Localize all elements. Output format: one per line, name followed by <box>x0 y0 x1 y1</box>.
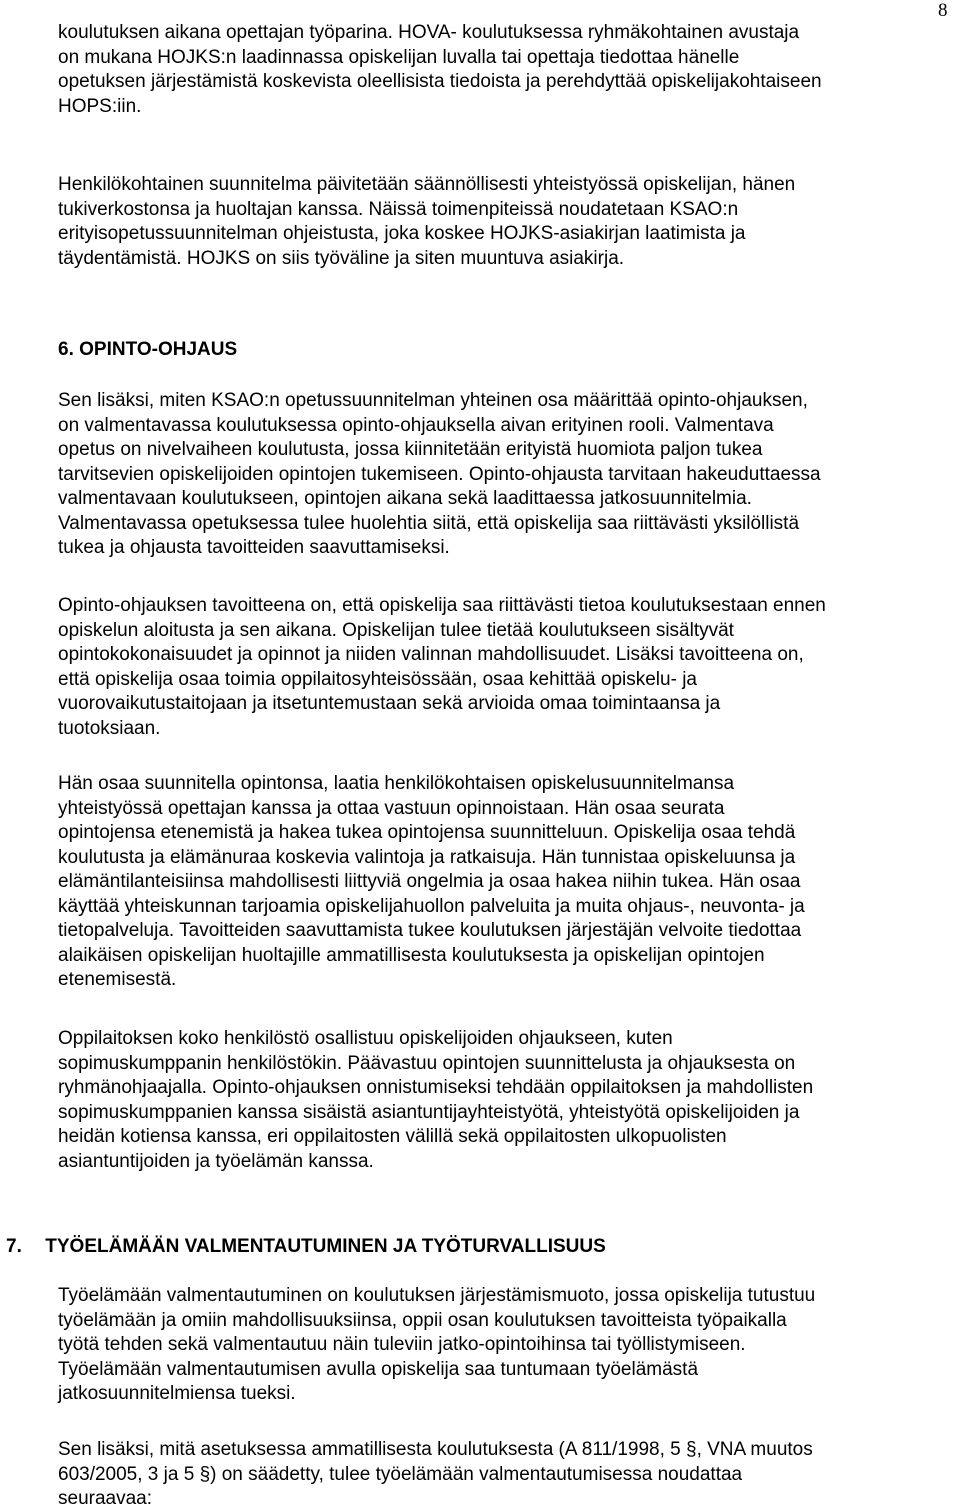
page-number: 8 <box>938 0 948 21</box>
text-line: alaikäisen opiskelijan huoltajille ammatillisesta koulutuksesta ja opiskelijan opintojen <box>58 944 765 966</box>
section-heading <box>58 338 237 362</box>
text-line: täydentämistä. HOJKS on siis työväline ja siten muuntuva asiakirja. <box>58 247 625 269</box>
paragraph <box>58 173 795 271</box>
section-title: OPINTO-OHJAUS <box>79 339 238 360</box>
text-line: elämäntilanteisiinsa mahdollisesti liittyviä ongelmia ja osaa hakea niihin tukea. Hän osaa <box>58 871 801 892</box>
text-line: käyttää yhteiskunnan tarjoamia opiskelijahuollon palveluita ja muita ohjaus-, neuvonta- ja <box>58 895 805 917</box>
text-line: sopimuskumppanien kanssa sisäistä asiantuntijayhteistyötä, yhteistyötä opiskelijoiden ja <box>58 1101 800 1123</box>
text-line: on mukana HOJKS:n laadinnassa opiskelijan luvalla tai opettaja tiedottaa hänelle <box>58 46 740 68</box>
text-line: 603/2005, 3 ja 5 §) on säädetty, tulee työelämään valmentautumisessa noudattaa <box>58 1463 743 1485</box>
paragraph <box>58 1438 813 1512</box>
text-line: Opinto-ohjauksen tavoitteena on, että opiskelija saa riittävästi tietoa koulutuksestaan ennen <box>58 595 826 616</box>
text-line: tarvitsevien opiskelijoiden opintojen tukemiseen. Opinto-ohjausta tarvitaan hakeuduttaessa <box>58 463 821 485</box>
text-line: HOPS:iin. <box>58 95 142 117</box>
section-number: 6. <box>58 339 74 360</box>
text-line: Sen lisäksi, miten KSAO:n opetussuunnitelman yhteinen osa määrittää opinto-ohjauksen, <box>58 390 808 411</box>
paragraph <box>58 389 821 561</box>
text-line: sopimuskumppanin henkilöstökin. Päävastuu opintojen suunnittelusta ja ohjauksesta on <box>58 1052 796 1074</box>
text-line: Hän osaa suunnitella opintonsa, laatia henkilökohtaisen opiskelusuunnitelmansa <box>58 773 735 794</box>
paragraph <box>58 21 822 119</box>
text-line: opiskelun aloitusta ja sen aikana. Opiskelijan tulee tietää koulutukseen sisältyvät <box>58 619 734 641</box>
text-line: vuorovaikutustaitojaan ja itsetuntemustaan sekä arvioida omaa toimintaansa ja <box>58 693 721 714</box>
text-line: opetus on nivelvaiheen koulutusta, jossa kiinnitetään erityistä huomiota paljon tukea <box>58 439 763 460</box>
text-line: on valmentavassa koulutuksessa opinto-ohjauksella aivan erityinen rooli. Valmentava <box>58 414 774 436</box>
text-line: seuraavaa: <box>58 1488 153 1509</box>
text-line: Sen lisäksi, mitä asetuksessa ammatillisesta koulutuksesta (A 811/1998, 5 §, VNA muutos <box>58 1439 813 1460</box>
paragraph <box>58 1027 813 1174</box>
text-line: Työelämään valmentautuminen on koulutuksen järjestämismuoto, jossa opiskelija tutustuu <box>58 1285 816 1306</box>
text-line: koulutuksen aikana opettajan työparina. HOVA- koulutuksessa ryhmäkohtainen avustaja <box>58 22 800 43</box>
text-line: valmentavaan koulutukseen, opintojen aikana sekä laadittaessa jatkosuunnitelmia. <box>58 488 752 509</box>
paragraph <box>58 594 826 741</box>
text-line: että opiskelija osaa toimia oppilaitosyhteisössään, osaa kehittää opiskelu- ja <box>58 668 697 690</box>
text-line: Henkilökohtainen suunnitelma päivitetään säännöllisesti yhteistyössä opiskelijan, hänen <box>58 174 796 195</box>
text-line: tukiverkostonsa ja huoltajan kanssa. Näissä toimenpiteissä noudatetaan KSAO:n <box>58 198 739 220</box>
paragraph <box>58 772 805 993</box>
text-line: asiantuntijoiden ja työelämän kanssa. <box>58 1150 374 1172</box>
text-line: Valmentavassa opetuksessa tulee huolehtia siitä, että opiskelija saa riittävästi yksilöllistä <box>58 512 800 534</box>
text-line: heidän kotiensa kanssa, eri oppilaitosten välillä sekä oppilaitosten ulkopuolisten <box>58 1126 727 1147</box>
text-line: tietopalveluja. Tavoitteiden saavuttamista tukee koulutuksen järjestäjän velvoite tiedottaa <box>58 920 802 941</box>
text-line: opintojensa etenemistä ja hakea tukea opintojensa suunnitteluun. Opiskelija osaa tehdä <box>58 822 796 843</box>
text-line: jatkosuunnitelmiensa tueksi. <box>58 1383 296 1404</box>
text-line: tukea ja ohjausta tavoitteiden saavuttamiseksi. <box>58 537 450 558</box>
section-number: 7. <box>6 1236 22 1257</box>
text-line: opetuksen järjestämistä koskevista oleellisista tiedoista ja perehdyttää opiskelijakohtaiseen <box>58 71 822 92</box>
paragraph <box>58 1284 815 1407</box>
text-line: erityisopetussuunnitelman ohjeistusta, joka koskee HOJKS-asiakirjan laatimista ja <box>58 223 746 244</box>
text-line: koulutusta ja elämänuraa koskevia valintoja ja ratkaisuja. Hän tunnistaa opiskeluunsa ja <box>58 846 796 868</box>
text-line: opintokokonaisuudet ja opinnot ja niiden valinnan mahdollisuudet. Lisäksi tavoitteena on, <box>58 644 804 665</box>
section-heading <box>6 1235 606 1259</box>
text-line: yhteistyössä opettajan kanssa ja ottaa vastuun opinnoistaan. Hän osaa seurata <box>58 797 725 819</box>
text-line: Oppilaitoksen koko henkilöstö osallistuu opiskelijoiden ohjaukseen, kuten <box>58 1028 673 1049</box>
text-line: työelämään ja omiin mahdollisuuksiinsa, oppii osan koulutuksen tavoitteista työpaikalla <box>58 1309 787 1331</box>
text-line: ryhmänohjaajalla. Opinto-ohjauksen onnistumiseksi tehdään oppilaitoksen ja mahdollisten <box>58 1077 814 1098</box>
text-line: Työelämään valmentautumisen avulla opiskelija saa tuntumaan työelämästä <box>58 1358 699 1380</box>
text-line: etenemisestä. <box>58 969 177 990</box>
section-title: TYÖELÄMÄÄN VALMENTAUTUMINEN JA TYÖTURVALLISUUS <box>45 1236 606 1257</box>
text-line: työtä tehden sekä valmentautuu näin tuleviin jatko-opintoihinsa tai työllistymiseen. <box>58 1334 746 1355</box>
text-line: tuotoksiaan. <box>58 717 161 739</box>
